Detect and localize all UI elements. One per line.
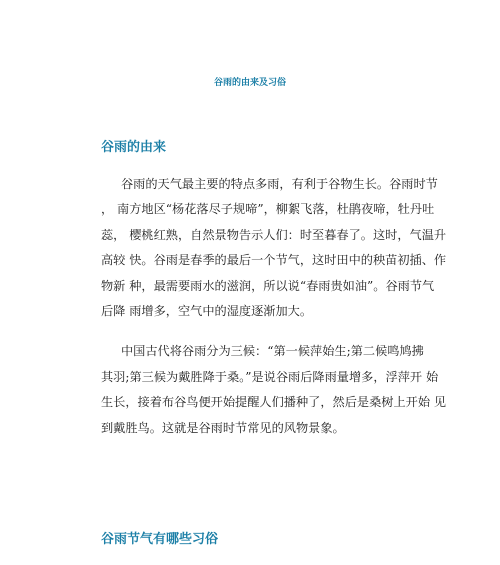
paragraph-line: 后降 雨增多，空气中的湿度逐渐加大。 bbox=[101, 304, 313, 318]
document-title: 谷雨的由来及习俗 bbox=[213, 78, 286, 88]
section-heading-customs: 谷雨节气有哪些习俗 bbox=[101, 532, 219, 547]
paragraph-line: 生长，接着布谷鸟便开始提醒人们播种了，然后是桑树上开始 见 bbox=[101, 395, 447, 409]
paragraph-line: 高较 快。谷雨是春季的最后一个节气，这时田中的秧苗初插、作 bbox=[101, 253, 447, 267]
paragraph-line: 蕊， 樱桃红熟，自然景物告示人们：时至暮春了。这时，气温升 bbox=[101, 228, 447, 242]
paragraph-line: 其羽;第三候为戴胜降于桑。”是说谷雨后降雨量增多，浮萍开 始 bbox=[101, 370, 439, 384]
paragraph-line: 谷雨的天气最主要的特点多雨，有利于谷物生长。谷雨时节 bbox=[121, 177, 438, 191]
section-heading-origin: 谷雨的由来 bbox=[101, 140, 167, 155]
paragraph-line: ， 南方地区“杨花落尽子规啼”，柳絮飞落，杜鹃夜啼，牡丹吐 bbox=[101, 202, 435, 216]
paragraph-line: 物新 种，最需要雨水的滋润，所以说“春雨贵如油”。谷雨节气 bbox=[101, 279, 435, 293]
paragraph-line: 中国古代将谷雨分为三候：“第一候萍始生;第二候鸣鸠拂 bbox=[121, 344, 424, 358]
paragraph-line: 到戴胜鸟。这就是谷雨时节常见的风物景象。 bbox=[101, 421, 345, 435]
